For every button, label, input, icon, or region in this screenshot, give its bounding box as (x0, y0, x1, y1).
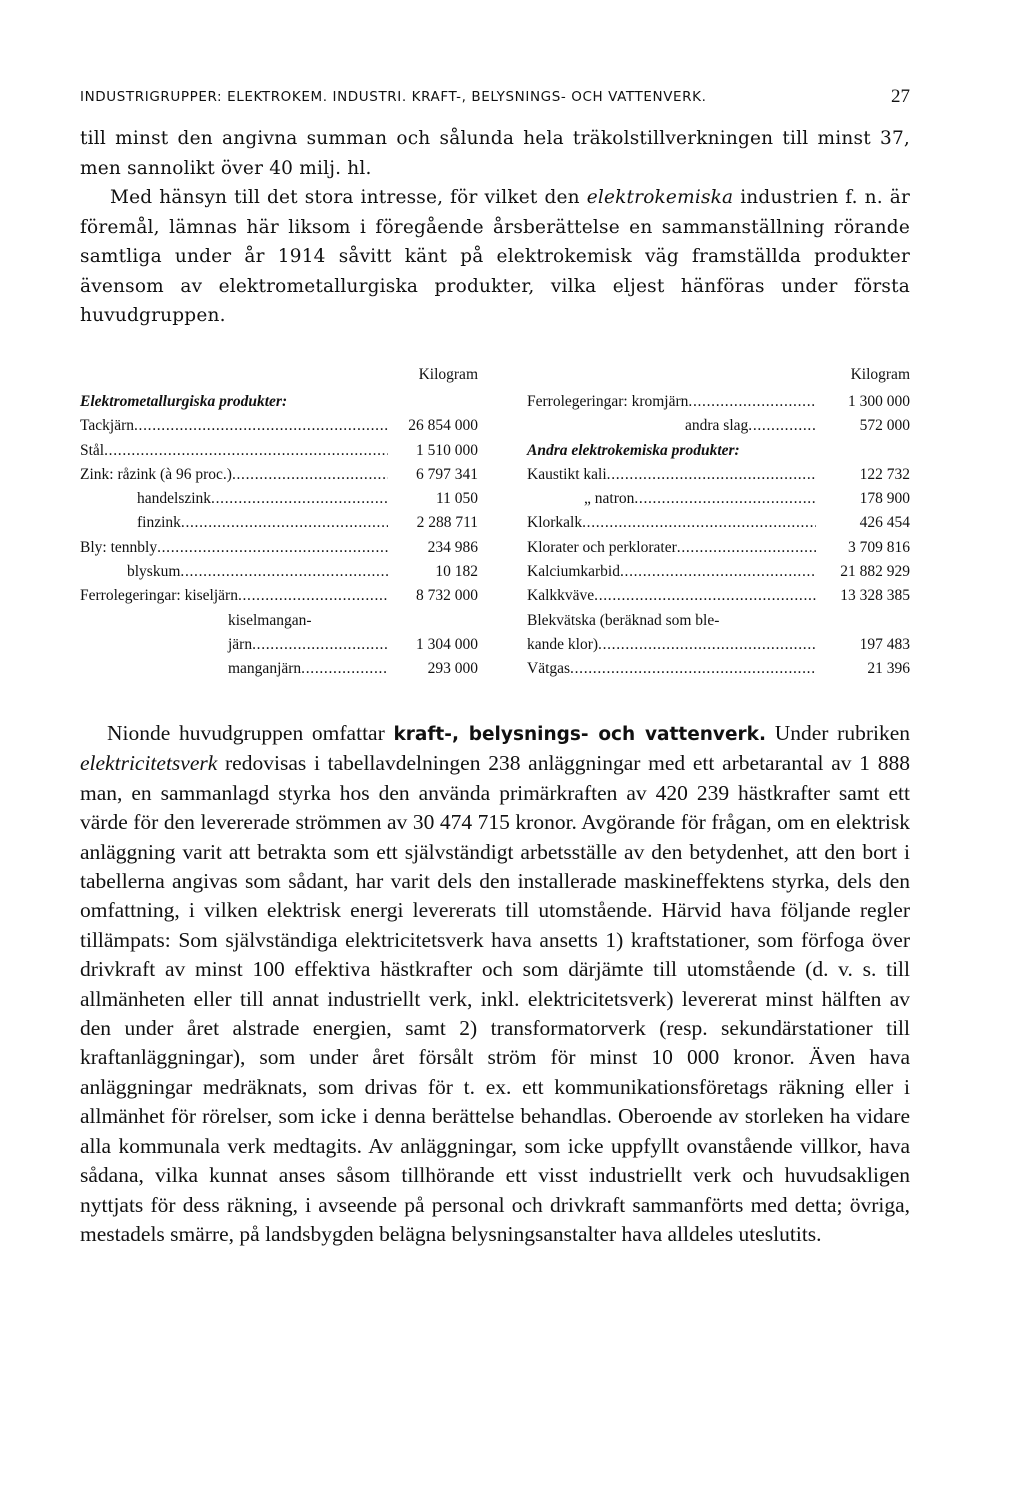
dot-leader (252, 633, 388, 657)
dot-leader (582, 511, 816, 535)
page-number: 27 (891, 86, 910, 107)
row-value: 293 000 (427, 660, 478, 678)
table-row (527, 560, 910, 584)
body-emphasis: elektricitetsverk (80, 751, 218, 776)
row-value (388, 609, 478, 633)
dot-leader (180, 560, 388, 584)
left-rows (80, 414, 478, 681)
table-row (527, 414, 910, 438)
dot-leader (677, 536, 816, 560)
row-value: 6 797 341 (416, 465, 478, 483)
row-value: 21 396 (867, 660, 910, 678)
row-label: andra slag (685, 417, 749, 435)
row-label-cell (527, 511, 816, 535)
table-row (527, 633, 910, 657)
row-label: Stål (80, 441, 105, 459)
table-row (527, 536, 910, 560)
row-label: Tackjärn (80, 417, 134, 435)
row-label: Ferrolegeringar: kiseljärn (80, 587, 238, 605)
dot-leader (232, 463, 388, 487)
table-row (80, 414, 478, 438)
row-value: 178 900 (859, 490, 910, 508)
row-label-cell (80, 609, 388, 633)
table-row (80, 487, 478, 511)
row-value: 13 328 385 (840, 587, 910, 605)
row-value: 1 304 000 (416, 635, 478, 653)
row-label: Kaustikt kali (527, 465, 607, 483)
table-row (527, 390, 910, 414)
unit-label-right: Kilogram (850, 366, 910, 383)
intro-text (80, 124, 910, 331)
row-value: 1 300 000 (848, 393, 910, 410)
row-value: 3 709 816 (848, 538, 910, 556)
row-label: Klorkalk (527, 514, 583, 532)
row-label: Ferrolegeringar: kromjärn (527, 393, 689, 410)
dot-leader (211, 487, 388, 511)
row-label-cell (80, 560, 388, 584)
row-value: 11 050 (435, 490, 478, 508)
dot-leader (620, 560, 816, 584)
dot-leader (607, 463, 816, 487)
row-label-cell (80, 414, 388, 438)
intro-text-a: Med hänsyn till det stora intresse, för vilket den (110, 187, 587, 208)
row-label: Vätgas (527, 660, 571, 678)
table-row (80, 609, 478, 633)
row-value: 10 182 (435, 563, 478, 581)
row-value: 197 483 (859, 635, 910, 653)
table-right (527, 366, 910, 682)
table-row (80, 463, 478, 487)
intro-paragraph (80, 183, 910, 331)
dot-leader (312, 609, 388, 633)
row-label-cell (80, 463, 388, 487)
table-row (527, 609, 910, 633)
row-label-cell (527, 463, 816, 487)
table-row (80, 633, 478, 657)
body-paragraph (80, 719, 910, 1249)
row-value: 426 454 (859, 514, 910, 532)
running-header (80, 86, 910, 108)
row-label: „ natron (584, 490, 635, 508)
unit-label-left: Kilogram (418, 366, 478, 383)
row-label-cell (80, 633, 388, 657)
table-row (527, 511, 910, 535)
table-row (80, 584, 478, 608)
row-label-cell (527, 657, 816, 681)
row-label-cell (80, 511, 388, 535)
row-label-cell (527, 609, 816, 633)
row-label: kande klor) (527, 635, 599, 653)
row-label-cell (80, 487, 388, 511)
row-label-cell (80, 536, 388, 560)
row-value: 26 854 000 (408, 417, 478, 435)
row-label: järn (228, 635, 253, 653)
row-label-cell (527, 536, 816, 560)
table-row (80, 657, 478, 681)
table-row (80, 536, 478, 560)
row-label: Bly: tennbly (80, 538, 158, 556)
table-row (80, 511, 478, 535)
row-value: 122 732 (859, 465, 910, 483)
row-label: kiselmangan- (228, 611, 312, 629)
row-label-cell (80, 439, 388, 463)
intro-emphasis: elektrokemiska (586, 187, 734, 208)
table-row (527, 584, 910, 608)
dot-leader (181, 511, 388, 535)
row-value: 8 732 000 (416, 587, 478, 605)
dot-leader (688, 390, 816, 414)
dot-leader (594, 584, 816, 608)
row-label: finzink (137, 514, 181, 532)
row-label: Zink: råzink (à 96 proc.) (80, 465, 232, 483)
dot-leader (598, 633, 816, 657)
dot-leader (570, 657, 816, 681)
row-label-cell (527, 390, 816, 414)
dot-leader (104, 439, 388, 463)
running-title: INDUSTRIGRUPPER: ELEKTROKEM. INDUSTRI. KRAFT-, BELYSNINGS- OCH VATTENVERK. (80, 89, 707, 105)
row-label-cell (80, 657, 388, 681)
row-label-cell (527, 560, 816, 584)
row-label-cell (527, 414, 816, 438)
row-value: 1 510 000 (416, 441, 478, 459)
row-label: Kalkkväve (527, 587, 595, 605)
body-text-a: Nionde huvudgruppen omfattar (107, 721, 394, 745)
dot-leader (634, 487, 816, 511)
row-label: Kalciumkarbid (527, 563, 620, 581)
right-rows-top (527, 390, 910, 439)
table-row (527, 487, 910, 511)
body-text (80, 719, 910, 1249)
row-label-cell (527, 633, 816, 657)
row-value: 2 288 711 (416, 514, 478, 532)
body-bold-heading: kraft-, belysnings- och vattenverk. (393, 724, 766, 745)
row-label: Klorater och perklorater (527, 538, 677, 556)
body-text-c: redovisas i tabellavdelningen 238 anläggningar med ett arbetarantal av 1 888 man, en sammanlagd styrka hos den använda primärkraften av 420 239 hästkrafter samt ett värde för den levererade strömmen av 30 474 715 kronor. Avgörande för frågan, om en elektrisk anläggning varit att betrakta som ett självständigt arbetsställe av den betydenhet, att den bort i tabellerna angivas som sådant, har varit dels den installerade maskineffektens styrka, dels den omfattning, i vilken elektrisk energi levererats till utomstående. Härvid hava följande regler tillämpats: Som självständiga elektricitetsverk hava ansetts 1) kraftstationer, som förfoga över drivkraft av minst 100 effektiva hästkrafter och som därjämte till utomstående (d. v. s. till allmänheten eller till annat industriellt verk, inkl. elektricitetsverk) levererat minst hälften av den under året alstrade energien, samt 2) transformatorverk (resp. sekundärstationer till kraftanläggningar), som under året försålt ström för minst 10 000 kronor. Även hava anläggningar medräknats, som drivas för t. ex. ett kommunikationsföretags räkning eller i allmänhet för rörelser, som icke i denna berättelse behandlas. Oberoende av storleken ha vidare alla kommunala verk medtagits. Av anläggningar, som icke uppfyllt ovanstående villkor, hava sådana, vilka kunnat anses såsom tillhörande ett visst industriellt verk och huvudsakligen nyttjats för dess räkning, i avseende på personal och drivkraft sammanförts med detta; övriga, mestadels smärre, på landsbygden belägna belysningsanstalter hava alldeles uteslutits. (80, 751, 910, 1246)
body-text-b: Under rubriken (766, 721, 910, 745)
dot-leader (157, 536, 388, 560)
row-label: manganjärn (228, 660, 302, 678)
row-value: 21 882 929 (840, 563, 910, 581)
section-heading-electrochemical: Andra elektrokemiska produkter: (527, 441, 740, 459)
row-label: Blekvätska (beräknad som ble- (527, 611, 720, 629)
dot-leader (301, 657, 388, 681)
row-value: 572 000 (859, 417, 910, 435)
table-row (527, 657, 910, 681)
row-value (816, 609, 910, 633)
dot-leader (238, 584, 388, 608)
intro-text-b: industrien f. n. är föremål, lämnas här liksom i föregående årsberättelse en sammanställning rörande samtliga under år 1914 såvitt känt på elektrokemisk väg framställda produkter ävensom av elektrometallurgiska produkter, vilka eljest hänföras under första huvudgruppen. (80, 187, 910, 326)
row-label-cell (80, 584, 388, 608)
dot-leader (134, 414, 388, 438)
table-row (80, 439, 478, 463)
row-label-cell (527, 584, 816, 608)
row-value: 234 986 (427, 538, 478, 556)
dot-leader (719, 609, 816, 633)
row-label-cell (527, 487, 816, 511)
right-rows (527, 463, 910, 682)
section-heading-metallurgical: Elektrometallurgiska produkter: (80, 393, 288, 410)
dot-leader (748, 414, 816, 438)
row-label: blyskum (127, 563, 181, 581)
intro-line: till minst den angivna summan och sålunda hela träkolstillverkningen till minst 37, men sannolikt över 40 milj. hl. (80, 128, 910, 179)
table-left (80, 366, 478, 682)
table-row (80, 560, 478, 584)
row-label: handelszink (137, 490, 212, 508)
table-row (527, 463, 910, 487)
